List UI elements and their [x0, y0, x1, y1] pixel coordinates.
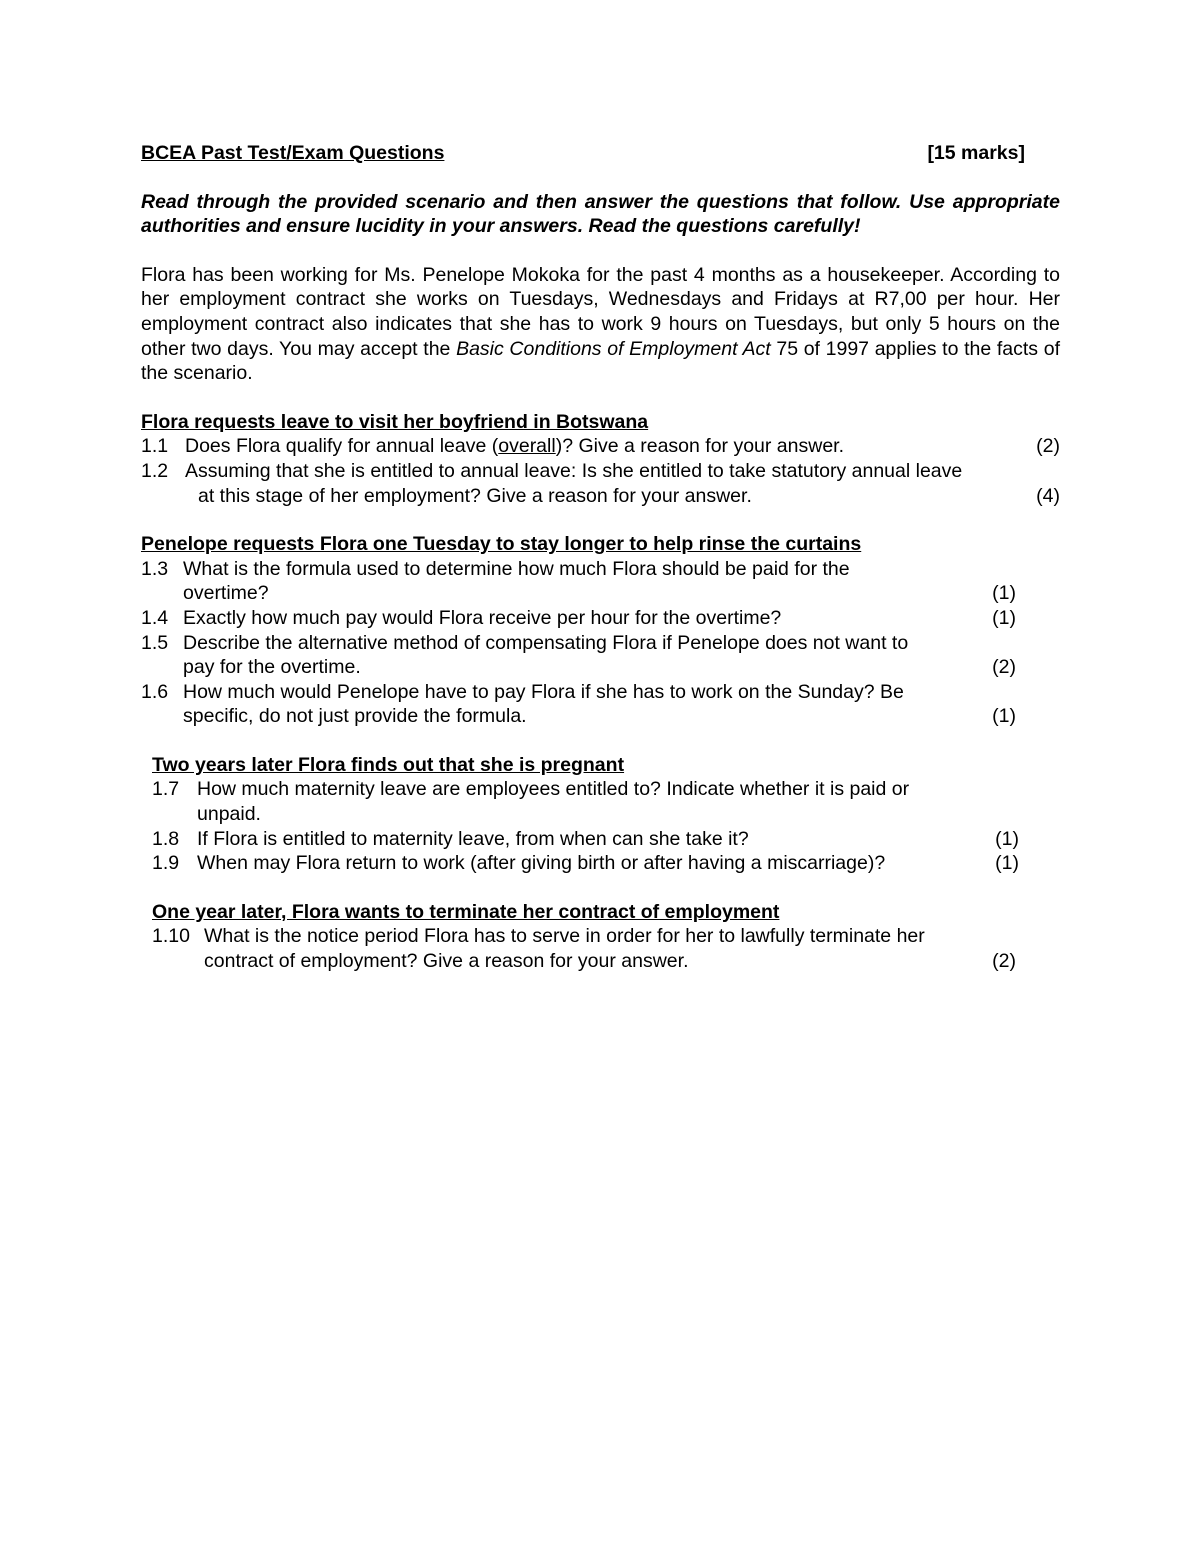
section-heading: Flora requests leave to visit her boyfriend in Botswana: [141, 410, 649, 433]
question-marks: (2): [1036, 435, 1060, 458]
question-1-8: [152, 827, 1019, 852]
question-1-6: [141, 680, 1016, 729]
question-text-line1: How much would Penelope have to pay Flora if she has to work on the Sunday? Be: [183, 680, 904, 703]
section-maternity: [152, 753, 1019, 876]
question-number: 1.1: [141, 435, 169, 458]
question-text-line1: Describe the alternative method of compensating Flora if Penelope does not want to: [183, 631, 909, 654]
question-number: 1.2: [141, 459, 169, 482]
question-1-2: [141, 459, 1060, 508]
question-marks: (4): [1036, 484, 1060, 507]
question-text-line2: overtime?: [183, 582, 269, 605]
section-termination: [152, 900, 1016, 974]
act-name: Basic Conditions of Employment Act: [456, 337, 771, 360]
page-title: BCEA Past Test/Exam Questions: [141, 142, 445, 164]
question-text-line2: specific, do not just provide the formula.: [183, 705, 527, 728]
question-text-line1: When may Flora return to work (after giving birth or after having a miscarriage)?: [197, 852, 886, 875]
question-text-line2: at this stage of her employment? Give a reason for your answer.: [198, 484, 752, 507]
question-text-line1: How much maternity leave are employees entitled to? Indicate whether it is paid or: [197, 778, 910, 801]
question-number: 1.9: [152, 852, 180, 875]
section-annual-leave: [141, 410, 1060, 508]
question-marks: (2): [992, 656, 1016, 679]
scenario-text-2: 75 of 1997 applies to the facts of the scenario.: [141, 337, 1060, 385]
question-1-7: [152, 777, 1019, 826]
question-marks: (1): [992, 582, 1016, 605]
scenario-paragraph: [141, 263, 1060, 386]
question-1-10: [152, 924, 1016, 973]
section-heading: One year later, Flora wants to terminate her contract of employment: [152, 900, 780, 923]
section-heading: Penelope requests Flora one Tuesday to stay longer to help rinse the curtains: [141, 533, 862, 556]
section-overtime: [141, 532, 1016, 729]
question-number: 1.4: [141, 606, 169, 629]
question-1-4: [141, 606, 1016, 631]
question-number: 1.7: [152, 778, 180, 801]
question-text-underlined: overall: [498, 435, 556, 458]
question-1-3: [141, 557, 1016, 606]
question-marks: (2): [992, 950, 1016, 973]
question-text-line1: What is the formula used to determine how much Flora should be paid for the: [183, 557, 850, 580]
scenario-text-1: Flora has been working for Ms. Penelope Mokoka for the past 4 months as a housekeeper. According to her employment contract she works on Tuesdays, Wednesdays and Fridays at R7,00 per hour. Her employment contract also indicates that she has to work 9 hours on Tuesdays, but only 5 hours on the other two days. You may accept the: [141, 263, 1060, 360]
question-number: 1.10: [152, 925, 190, 948]
question-1-5: [141, 631, 1016, 680]
instructions: Read through the provided scenario and then answer the questions that follow. Use appropriate authorities and ensure lucidity in your answers. Read the questions carefully!: [141, 190, 1060, 238]
question-text-line1: Exactly how much pay would Flora receive per hour for the overtime?: [183, 606, 782, 629]
question-text: [185, 434, 1060, 459]
question-marks: (1): [992, 705, 1016, 728]
question-marks: (1): [995, 852, 1019, 875]
question-number: 1.5: [141, 631, 169, 654]
question-text-line1: If Flora is entitled to maternity leave, from when can she take it?: [197, 827, 749, 850]
question-text-line2: pay for the overtime.: [183, 656, 361, 679]
question-marks: (1): [995, 827, 1019, 850]
question-marks: (1): [992, 606, 1016, 629]
question-text-line1: What is the notice period Flora has to serve in order for her to lawfully terminate her: [204, 925, 925, 948]
question-number: 1.8: [152, 827, 180, 850]
question-1-9: [152, 851, 1019, 876]
question-text-b: )? Give a reason for your answer.: [555, 435, 845, 458]
question-text-line1: Assuming that she is entitled to annual leave: Is she entitled to take statutory annual leave: [185, 459, 963, 482]
title-row: [141, 141, 1025, 166]
total-marks: [15 marks]: [927, 142, 1025, 164]
question-number: 1.6: [141, 680, 169, 703]
question-1-1: [141, 434, 1060, 459]
exam-page: [141, 141, 1060, 974]
question-text-line2: contract of employment? Give a reason for your answer.: [204, 950, 689, 973]
question-text-line2: unpaid.: [197, 803, 261, 826]
question-text-a: Does Flora qualify for annual leave (: [185, 435, 499, 458]
question-number: 1.3: [141, 557, 169, 580]
section-heading: Two years later Flora finds out that she is pregnant: [152, 753, 625, 776]
